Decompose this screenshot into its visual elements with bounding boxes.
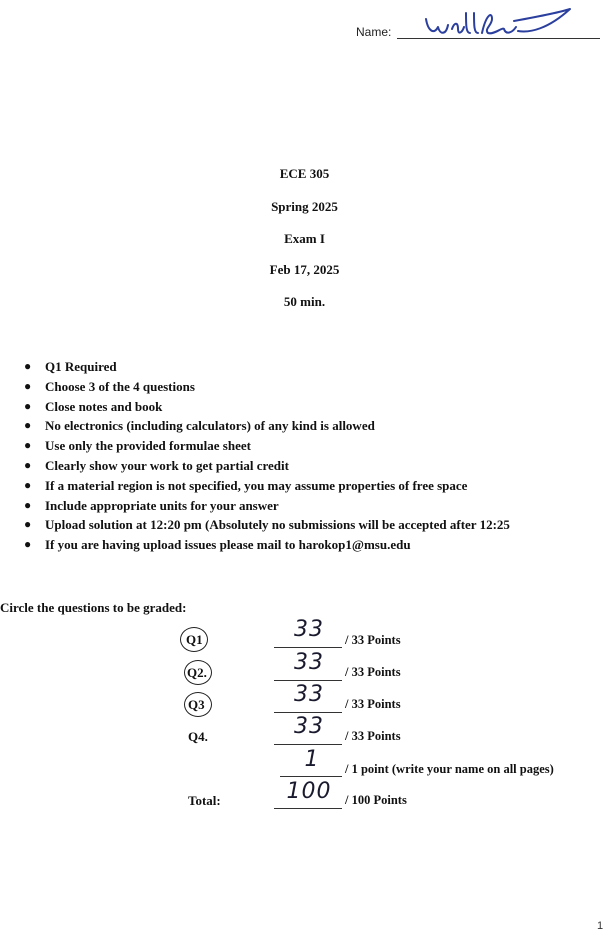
handwritten-score: 33: [294, 650, 324, 675]
bullet-icon: ●: [24, 359, 32, 373]
exam-title: Exam I: [284, 231, 325, 246]
handwritten-total-score: 100: [286, 779, 332, 804]
course-title: ECE 305: [279, 166, 330, 181]
list-item: [24, 377, 510, 397]
list-item: [24, 535, 510, 555]
instruction-text: Include appropriate units for your answer: [45, 497, 279, 513]
exam-duration: 50 min.: [283, 294, 326, 309]
list-item: [24, 476, 510, 496]
bullet-icon: ●: [24, 378, 32, 393]
score-line: [280, 776, 342, 777]
handwritten-score: 33: [294, 714, 324, 739]
list-item: [24, 357, 510, 377]
total-label: Total:: [188, 793, 221, 808]
points-label: / 33 Points: [345, 633, 401, 647]
question-label: Q3: [188, 697, 205, 712]
instruction-text: Clearly show your work to get partial credit: [45, 457, 289, 473]
instruction-text: Close notes and book: [45, 398, 163, 414]
score-line: [274, 712, 342, 713]
score-line: [274, 808, 342, 809]
question-label: Q4.: [188, 729, 208, 744]
list-item: [24, 397, 510, 417]
bullet-icon: ●: [24, 537, 32, 552]
points-label: / 100 Points: [345, 793, 407, 807]
instruction-text: Q1 Required: [45, 359, 117, 374]
term: Spring 2025: [271, 199, 338, 214]
list-item: [24, 496, 510, 516]
instruction-text: If a material region is not specified, you may assume properties of free space: [45, 477, 468, 493]
points-label: / 33 Points: [345, 729, 401, 743]
list-item: [24, 436, 510, 456]
page-number: 1: [597, 920, 604, 932]
bullet-icon: ●: [24, 398, 32, 413]
points-label: / 33 Points: [345, 697, 401, 711]
points-label: / 1 point (write your name on all pages): [345, 762, 554, 776]
instruction-text: Use only the provided formulae sheet: [45, 438, 251, 454]
bullet-icon: ●: [24, 497, 32, 512]
instruction-text: Choose 3 of the 4 questions: [45, 378, 195, 394]
instructions-list: [24, 357, 510, 555]
handwritten-score: 33: [294, 682, 324, 707]
exam-date: Feb 17, 2025: [269, 262, 340, 277]
bullet-icon: ●: [24, 418, 32, 433]
handwritten-signature: [418, 5, 578, 45]
score-line: [274, 647, 342, 648]
bullet-icon: ●: [24, 477, 32, 492]
bullet-icon: ●: [24, 517, 32, 532]
bullet-icon: ●: [24, 457, 32, 472]
list-item: [24, 456, 510, 476]
score-line: [274, 744, 342, 745]
bullet-icon: ●: [24, 438, 32, 453]
instruction-text: Upload solution at 12:20 pm (Absolutely no submissions will be accepted after 12:25: [45, 517, 510, 533]
question-label: Q1: [186, 632, 203, 647]
score-line: [274, 680, 342, 681]
grading-title: Circle the questions to be graded:: [0, 600, 187, 615]
instruction-text: No electronics (including calculators) of any kind is allowed: [45, 418, 375, 434]
points-label: / 33 Points: [345, 665, 401, 679]
list-item: [24, 515, 510, 535]
question-label: Q2.: [187, 665, 207, 680]
handwritten-score: 1: [304, 747, 320, 772]
list-item: [24, 416, 510, 436]
name-label: Name:: [356, 25, 392, 39]
instruction-text: If you are having upload issues please mail to harokop1@msu.edu: [45, 537, 411, 553]
handwritten-score: 33: [294, 617, 324, 642]
